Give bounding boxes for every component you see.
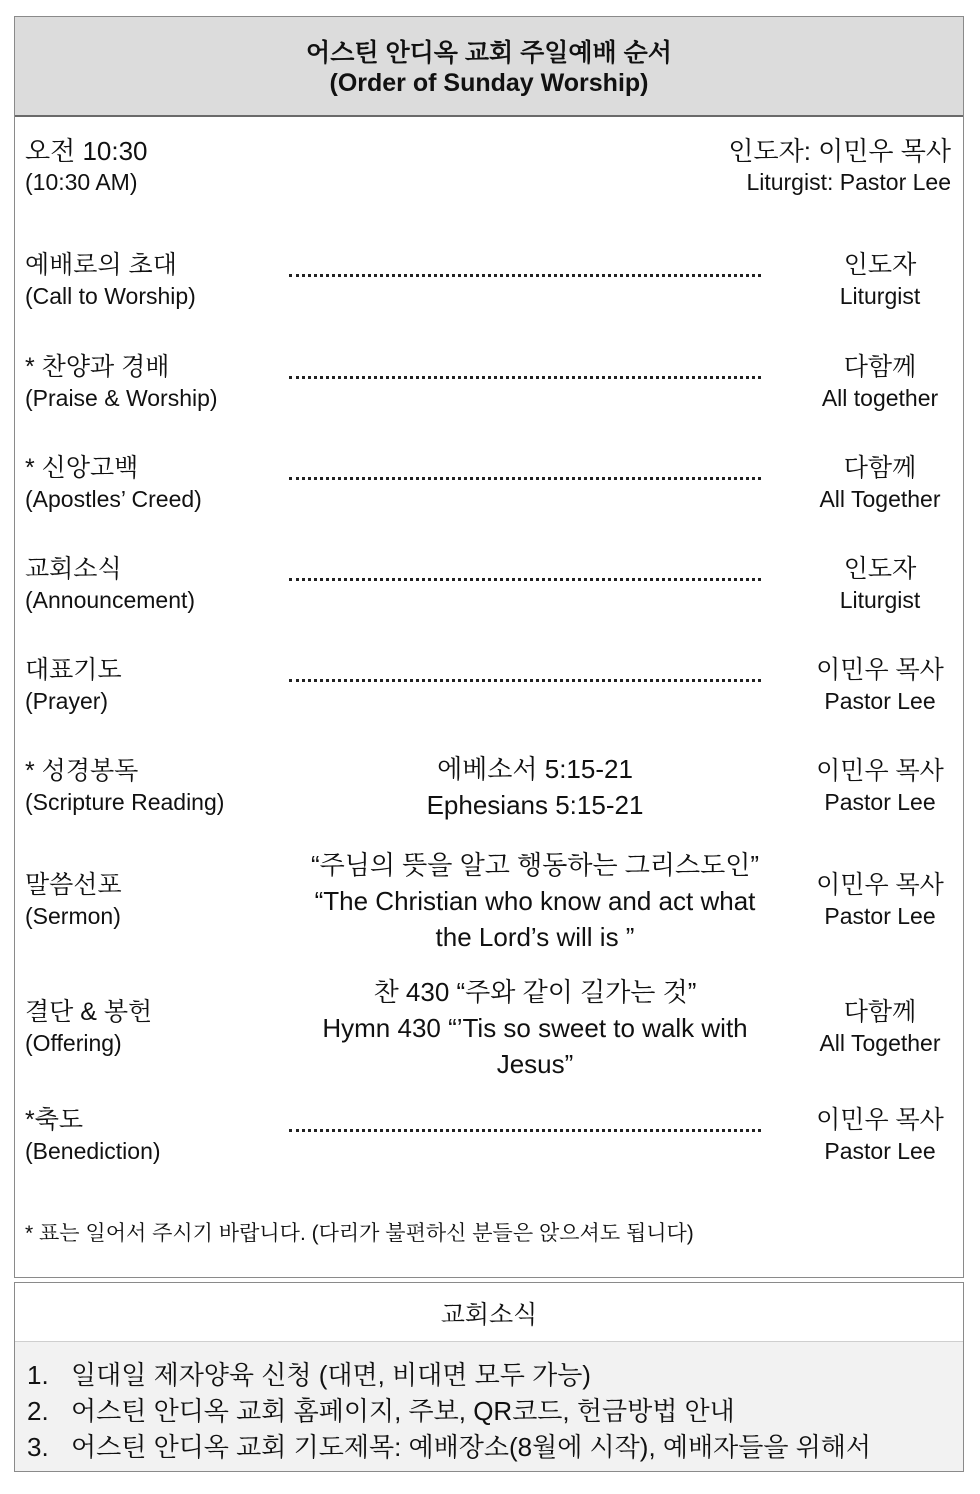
title-korean: 어스틴 안디옥 교회 주일예배 순서 bbox=[306, 39, 672, 67]
order-item-name-english: (Apostles’ Creed) bbox=[25, 486, 202, 512]
order-item-leader-korean: 다함께 bbox=[843, 454, 917, 482]
order-item-name-english: (Call to Worship) bbox=[25, 283, 196, 309]
order-item-name-english: (Offering) bbox=[25, 1030, 122, 1056]
announcement-text: 어스틴 안디옥 교회 홈페이지, 주보, QR코드, 헌금방법 안내 bbox=[71, 1396, 735, 1426]
announcement-text: 어스틴 안디옥 교회 기도제목: 예배장소(8월에 시작), 예배자들을 위해서 bbox=[71, 1432, 872, 1462]
announcements-header bbox=[15, 1283, 963, 1342]
order-item-leader-english: All Together bbox=[819, 1030, 941, 1056]
order-item-detail bbox=[285, 751, 785, 823]
order-item-detail bbox=[285, 847, 785, 955]
order-row bbox=[15, 347, 963, 437]
detail-line: 에베소서 5:15-21 bbox=[437, 754, 633, 784]
order-item-leader-korean: 이민우 목사 bbox=[816, 1106, 944, 1134]
announcement-number: 2. bbox=[27, 1396, 49, 1426]
detail-line: the Lord’s will is ” bbox=[435, 922, 635, 952]
order-row bbox=[15, 650, 963, 740]
order-item-name-korean: 말씀선포 bbox=[25, 871, 122, 899]
order-item-name-english: (Sermon) bbox=[25, 903, 121, 929]
service-time-korean: 오전 10:30 bbox=[25, 136, 148, 166]
order-item-leader-english: All together bbox=[821, 385, 939, 411]
order-item-name-english: (Scripture Reading) bbox=[25, 789, 225, 815]
liturgist-korean: 인도자: 이민우 목사 bbox=[728, 136, 951, 166]
dotted-leader-line bbox=[289, 271, 761, 277]
order-item-leader-english: Liturgist bbox=[839, 283, 921, 309]
order-item-leader-english: Pastor Lee bbox=[824, 789, 936, 815]
order-item-leader-korean: 이민우 목사 bbox=[816, 757, 944, 785]
detail-line: “주님의 뜻을 알고 행동하는 그리스도인” bbox=[310, 850, 760, 880]
order-item-name-korean: * 찬양과 경배 bbox=[25, 353, 170, 381]
announcement-item bbox=[27, 1391, 735, 1428]
order-row bbox=[15, 751, 963, 841]
announcement-item bbox=[27, 1427, 871, 1464]
order-item-name-korean: 예배로의 초대 bbox=[25, 251, 177, 279]
order-item-leader-english: Pastor Lee bbox=[824, 903, 936, 929]
dotted-leader-line bbox=[289, 1126, 761, 1132]
order-row bbox=[15, 977, 963, 1082]
order-item-name-english: (Praise & Worship) bbox=[25, 385, 218, 411]
order-item-leader-korean: 인도자 bbox=[843, 251, 917, 279]
detail-line: Hymn 430 “’Tis so sweet to walk with bbox=[322, 1013, 748, 1043]
order-item-name-korean: *축도 bbox=[25, 1106, 84, 1134]
announcement-text: 일대일 제자양육 신청 (대면, 비대면 모두 가능) bbox=[71, 1360, 591, 1390]
order-item-leader-korean: 다함께 bbox=[843, 353, 917, 381]
service-time-english: (10:30 AM) bbox=[25, 169, 138, 195]
order-item-leader-english: All Together bbox=[819, 486, 941, 512]
title-english: (Order of Sunday Worship) bbox=[329, 69, 649, 97]
detail-line: 찬 430 “주와 같이 길가는 것” bbox=[373, 977, 697, 1007]
order-item-name-korean: * 신앙고백 bbox=[25, 454, 139, 482]
dotted-leader-line bbox=[289, 676, 761, 682]
order-item-leader-english: Pastor Lee bbox=[824, 688, 936, 714]
order-item-leader-english: Liturgist bbox=[839, 587, 921, 613]
order-item-leader-korean: 다함께 bbox=[843, 998, 917, 1026]
order-item-leader-korean: 인도자 bbox=[843, 555, 917, 583]
order-item-name-korean: * 성경봉독 bbox=[25, 757, 139, 785]
liturgist-english: Liturgist: Pastor Lee bbox=[746, 169, 951, 195]
order-row bbox=[15, 850, 963, 955]
order-row bbox=[15, 245, 963, 335]
worship-order-box bbox=[14, 16, 964, 1278]
standing-note: * 표는 일어서 주시기 바랍니다. (다리가 불편하신 분들은 앉으셔도 됩니다) bbox=[25, 1222, 694, 1245]
dotted-leader-line bbox=[289, 575, 761, 581]
announcement-number: 1. bbox=[27, 1360, 49, 1390]
order-row bbox=[15, 549, 963, 639]
header bbox=[15, 17, 963, 117]
dotted-leader-line bbox=[289, 474, 761, 480]
detail-line: Jesus” bbox=[496, 1049, 574, 1079]
order-row bbox=[15, 448, 963, 538]
order-item-detail bbox=[285, 974, 785, 1082]
announcement-item bbox=[27, 1355, 591, 1392]
order-item-name-english: (Prayer) bbox=[25, 688, 109, 714]
order-item-leader-korean: 이민우 목사 bbox=[816, 656, 944, 684]
announcement-number: 3. bbox=[27, 1432, 49, 1462]
order-item-name-korean: 교회소식 bbox=[25, 555, 122, 583]
order-item-name-korean: 대표기도 bbox=[25, 656, 122, 684]
dotted-leader-line bbox=[289, 373, 761, 379]
order-item-name-korean: 결단 & 봉헌 bbox=[25, 998, 153, 1026]
order-item-leader-korean: 이민우 목사 bbox=[816, 871, 944, 899]
order-item-leader-english: Pastor Lee bbox=[824, 1138, 936, 1164]
order-item-name-english: (Announcement) bbox=[25, 587, 196, 613]
announcements-box bbox=[14, 1282, 964, 1472]
order-row bbox=[15, 1100, 963, 1190]
detail-line: Ephesians 5:15-21 bbox=[426, 790, 644, 820]
detail-line: “The Christian who know and act what bbox=[314, 886, 756, 916]
order-item-name-english: (Benediction) bbox=[25, 1138, 161, 1164]
announcements-title: 교회소식 bbox=[440, 1301, 538, 1329]
